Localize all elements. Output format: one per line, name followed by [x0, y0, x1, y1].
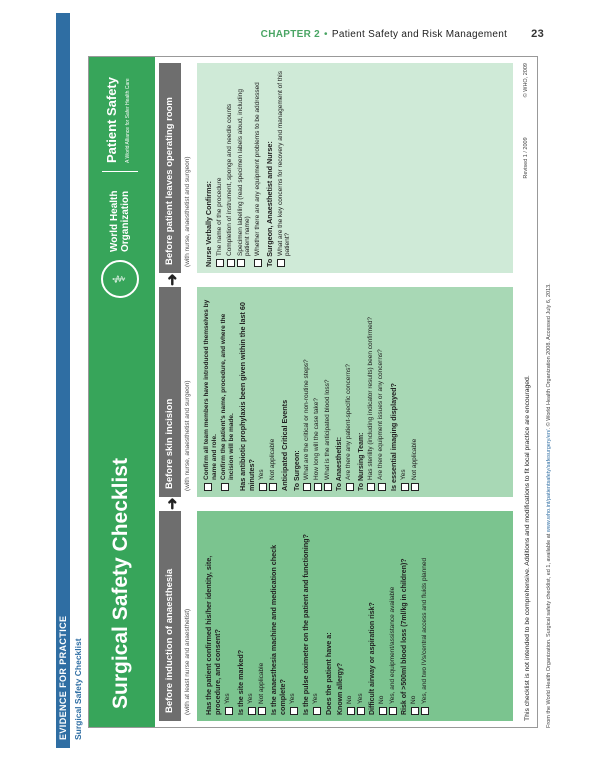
checkbox-icon[interactable] [254, 259, 262, 267]
checklist-question: Has the patient confirmed his/her identity, site, procedure, and consent? [204, 555, 222, 715]
checklist-option[interactable] [411, 293, 420, 491]
checkbox-icon[interactable] [389, 707, 397, 715]
checklist-question: Is essential imaging displayed? [388, 383, 398, 491]
chapter-label: CHAPTER 2 [260, 29, 321, 40]
checkbox-icon[interactable] [216, 259, 224, 267]
option-label: Yes [258, 469, 265, 480]
checklist-option[interactable] [324, 293, 333, 491]
option-label: What is the anticipated blood loss? [323, 379, 331, 480]
checklist-option[interactable] [357, 517, 366, 715]
flow-arrow-icon: ➜ [164, 497, 181, 510]
option-label: Are there equipment issues or any concerns? [377, 349, 384, 480]
checkbox-icon[interactable] [221, 483, 229, 491]
checkbox-icon[interactable] [379, 707, 387, 715]
checklist-option[interactable] [378, 517, 387, 715]
checkbox-icon[interactable] [401, 483, 409, 491]
checkbox-icon[interactable] [324, 483, 332, 491]
checklist-question: Is the anaesthesia machine and medication check complete? [269, 544, 287, 715]
rotated-content [56, 13, 596, 748]
feature-subtitle: Surgical Safety Checklist [73, 638, 83, 740]
patient-safety-logo [105, 77, 135, 163]
checklist-subsection: Risk of >500ml blood loss (7ml/kg in children)? [401, 558, 408, 715]
option-label: Yes [400, 469, 407, 480]
checkbox-icon[interactable] [227, 259, 235, 267]
checklist-question: Is the pulse oximeter on the patient and functioning? [300, 534, 310, 715]
checklist-option[interactable] [345, 293, 354, 491]
checklist-subsection: To Anaesthetist: [336, 436, 343, 491]
feature-label: EVIDENCE FOR PRACTICE [56, 13, 70, 748]
checklist-subsection: Difficult airway or aspiration risk? [369, 602, 376, 715]
checkbox-icon[interactable] [225, 707, 233, 715]
option-label: Not applicable [257, 662, 265, 704]
checklist-option[interactable] [237, 69, 252, 267]
checklist-option[interactable] [346, 517, 355, 715]
checkbox-icon[interactable] [303, 483, 311, 491]
checkbox-icon[interactable] [237, 259, 245, 267]
checklist-question: Anticipated Critical Events [280, 399, 289, 491]
who-org-name: World Health Organization [109, 190, 131, 252]
option-label: The name of the procedure [215, 177, 223, 256]
checkbox-icon[interactable] [277, 259, 285, 267]
checklist-question: Is the site marked? [235, 649, 245, 715]
checklist-option[interactable] [224, 517, 233, 715]
checklist-option[interactable] [400, 293, 409, 491]
logo-divider [102, 171, 138, 172]
column-subheading: (with nurse, anaesthetist and surgeon) [184, 380, 191, 491]
checkbox-icon[interactable] [258, 707, 266, 715]
checklist-subsection: Known allergy? [337, 662, 344, 715]
footer-meta [523, 63, 529, 179]
option-label: How long will the case take? [313, 397, 320, 480]
checkbox-icon[interactable] [411, 483, 419, 491]
column-heading: Before induction of anaesthesia [159, 511, 181, 721]
who-emblem-icon: ⚕ [101, 260, 139, 298]
checkbox-icon[interactable] [411, 707, 419, 715]
checklist-option[interactable] [410, 517, 419, 715]
chapter-title: Patient Safety and Risk Management [331, 29, 508, 40]
checkbox-icon[interactable] [378, 483, 386, 491]
checklist-option[interactable] [367, 293, 376, 491]
option-label: Yes [289, 693, 296, 704]
checklist-option[interactable] [220, 293, 235, 491]
option-label: Completion of instrument, sponge and needle counts [226, 103, 233, 256]
column-heading: Before patient leaves operating room [159, 63, 181, 273]
checklist-option[interactable] [303, 293, 312, 491]
checkbox-icon[interactable] [269, 483, 277, 491]
checklist-banner [89, 57, 155, 727]
checklist-column [159, 287, 513, 497]
checkbox-icon[interactable] [204, 483, 212, 491]
source-suffix: . © World Health Organization 2008. Accessed July 6, 2013. [546, 283, 552, 430]
checklist-option[interactable] [269, 293, 278, 491]
option-label: Not applicable [410, 438, 418, 480]
option-label: No [378, 695, 385, 704]
option-label: Yes [356, 693, 364, 704]
column-subheading: (with nurse, anaesthetist and surgeon) [184, 156, 191, 267]
checklist-subsection: To Nursing Team: [357, 432, 365, 491]
column-heading: Before skin incision [159, 287, 181, 497]
checklist-question: Nurse Verbally Confirms: [204, 181, 213, 267]
option-label: Whether there are any equipment problems to be addressed [253, 82, 261, 256]
program-sub: A World Alliance for Safer Health Care [125, 78, 131, 163]
checklist-option[interactable] [312, 517, 321, 715]
option-label: No [410, 695, 417, 704]
option-label: Yes [312, 693, 319, 704]
checklist-option[interactable] [289, 517, 298, 715]
checkbox-icon[interactable] [367, 483, 375, 491]
option-label: Has sterility (including indicator results) been confirmed? [366, 317, 374, 480]
checklist-card [88, 56, 538, 728]
checkbox-icon[interactable] [259, 483, 267, 491]
checklist-question: Does the patient have a: [323, 632, 333, 715]
option-label: Confirm the patient's name, procedure, and where the incision will be made. [220, 313, 235, 480]
option-label: Not applicable [268, 438, 276, 480]
column-body [197, 63, 513, 273]
option-label: What are the critical or non-routine steps? [302, 359, 310, 480]
option-label: Yes [247, 693, 254, 704]
checklist-option[interactable] [247, 517, 256, 715]
separator-dot: • [324, 29, 328, 40]
checkbox-icon[interactable] [421, 707, 429, 715]
column-body [197, 287, 513, 497]
checklist-columns [159, 63, 513, 721]
option-label: Confirm all team members have introduced themselves by name and role. [203, 299, 218, 480]
source-prefix: From the World Health Organization. Surgical safety checklist, ed 1, available at [546, 533, 552, 728]
checkbox-icon[interactable] [347, 707, 355, 715]
source-link[interactable]: www.who.int/patientsafety/safesurgery/en/ [546, 429, 552, 533]
checklist-subsection: To Surgeon: [293, 450, 301, 491]
checklist-option[interactable] [203, 293, 218, 491]
checklist-option[interactable] [226, 69, 235, 267]
option-label: Yes, and two IVs/central access and fluids planned [420, 557, 428, 704]
checklist-title: Surgical Safety Checklist [109, 458, 132, 709]
option-label: Are there any patient-specific concerns? [345, 364, 352, 480]
checkbox-icon[interactable] [357, 707, 365, 715]
checklist-column [159, 511, 513, 721]
source-note [546, 38, 552, 728]
checklist-option[interactable] [421, 517, 430, 715]
checklist-option[interactable] [389, 517, 398, 715]
checkbox-icon[interactable] [346, 483, 354, 491]
checklist-option[interactable] [277, 69, 292, 267]
copyright: © WHO, 2009 [523, 63, 529, 98]
option-label: Yes [224, 693, 231, 704]
page-number: 23 [531, 28, 544, 40]
checklist-option[interactable] [216, 69, 225, 267]
checkbox-icon[interactable] [290, 707, 298, 715]
revised-date: Revised 1 / 2009 [523, 137, 529, 179]
checkbox-icon[interactable] [313, 707, 321, 715]
checklist-option[interactable] [377, 293, 386, 491]
column-subheading: (with at least nurse and anaesthetist) [184, 608, 191, 715]
option-label: Specimen labelling (read specimen labels aloud, including patient name) [236, 89, 251, 256]
option-label: What are the key concerns for recovery and management of this patient? [276, 71, 291, 256]
checklist-option[interactable] [258, 293, 267, 491]
option-label: No [346, 695, 353, 704]
who-logo [101, 77, 139, 298]
checklist-column [159, 63, 513, 273]
checkbox-icon[interactable] [248, 707, 256, 715]
checklist-option[interactable] [254, 69, 263, 267]
option-label: Yes, and equipment/assistance available [388, 586, 396, 704]
checklist-option[interactable] [313, 293, 322, 491]
checklist-option[interactable] [258, 517, 267, 715]
checklist-question: To Surgeon, Anaesthetist and Nurse: [265, 141, 274, 267]
checklist-footnote: This checklist is not intended to be comprehensive. Additions and modifications to fit local practice are encouraged. [524, 375, 531, 721]
checkbox-icon[interactable] [314, 483, 322, 491]
column-body [197, 511, 513, 721]
program-name: Patient Safety [104, 77, 119, 163]
checklist-question: Has antibiotic prophylaxis been given within the last 60 minutes? [238, 302, 256, 491]
flow-arrow-icon: ➜ [164, 273, 181, 286]
